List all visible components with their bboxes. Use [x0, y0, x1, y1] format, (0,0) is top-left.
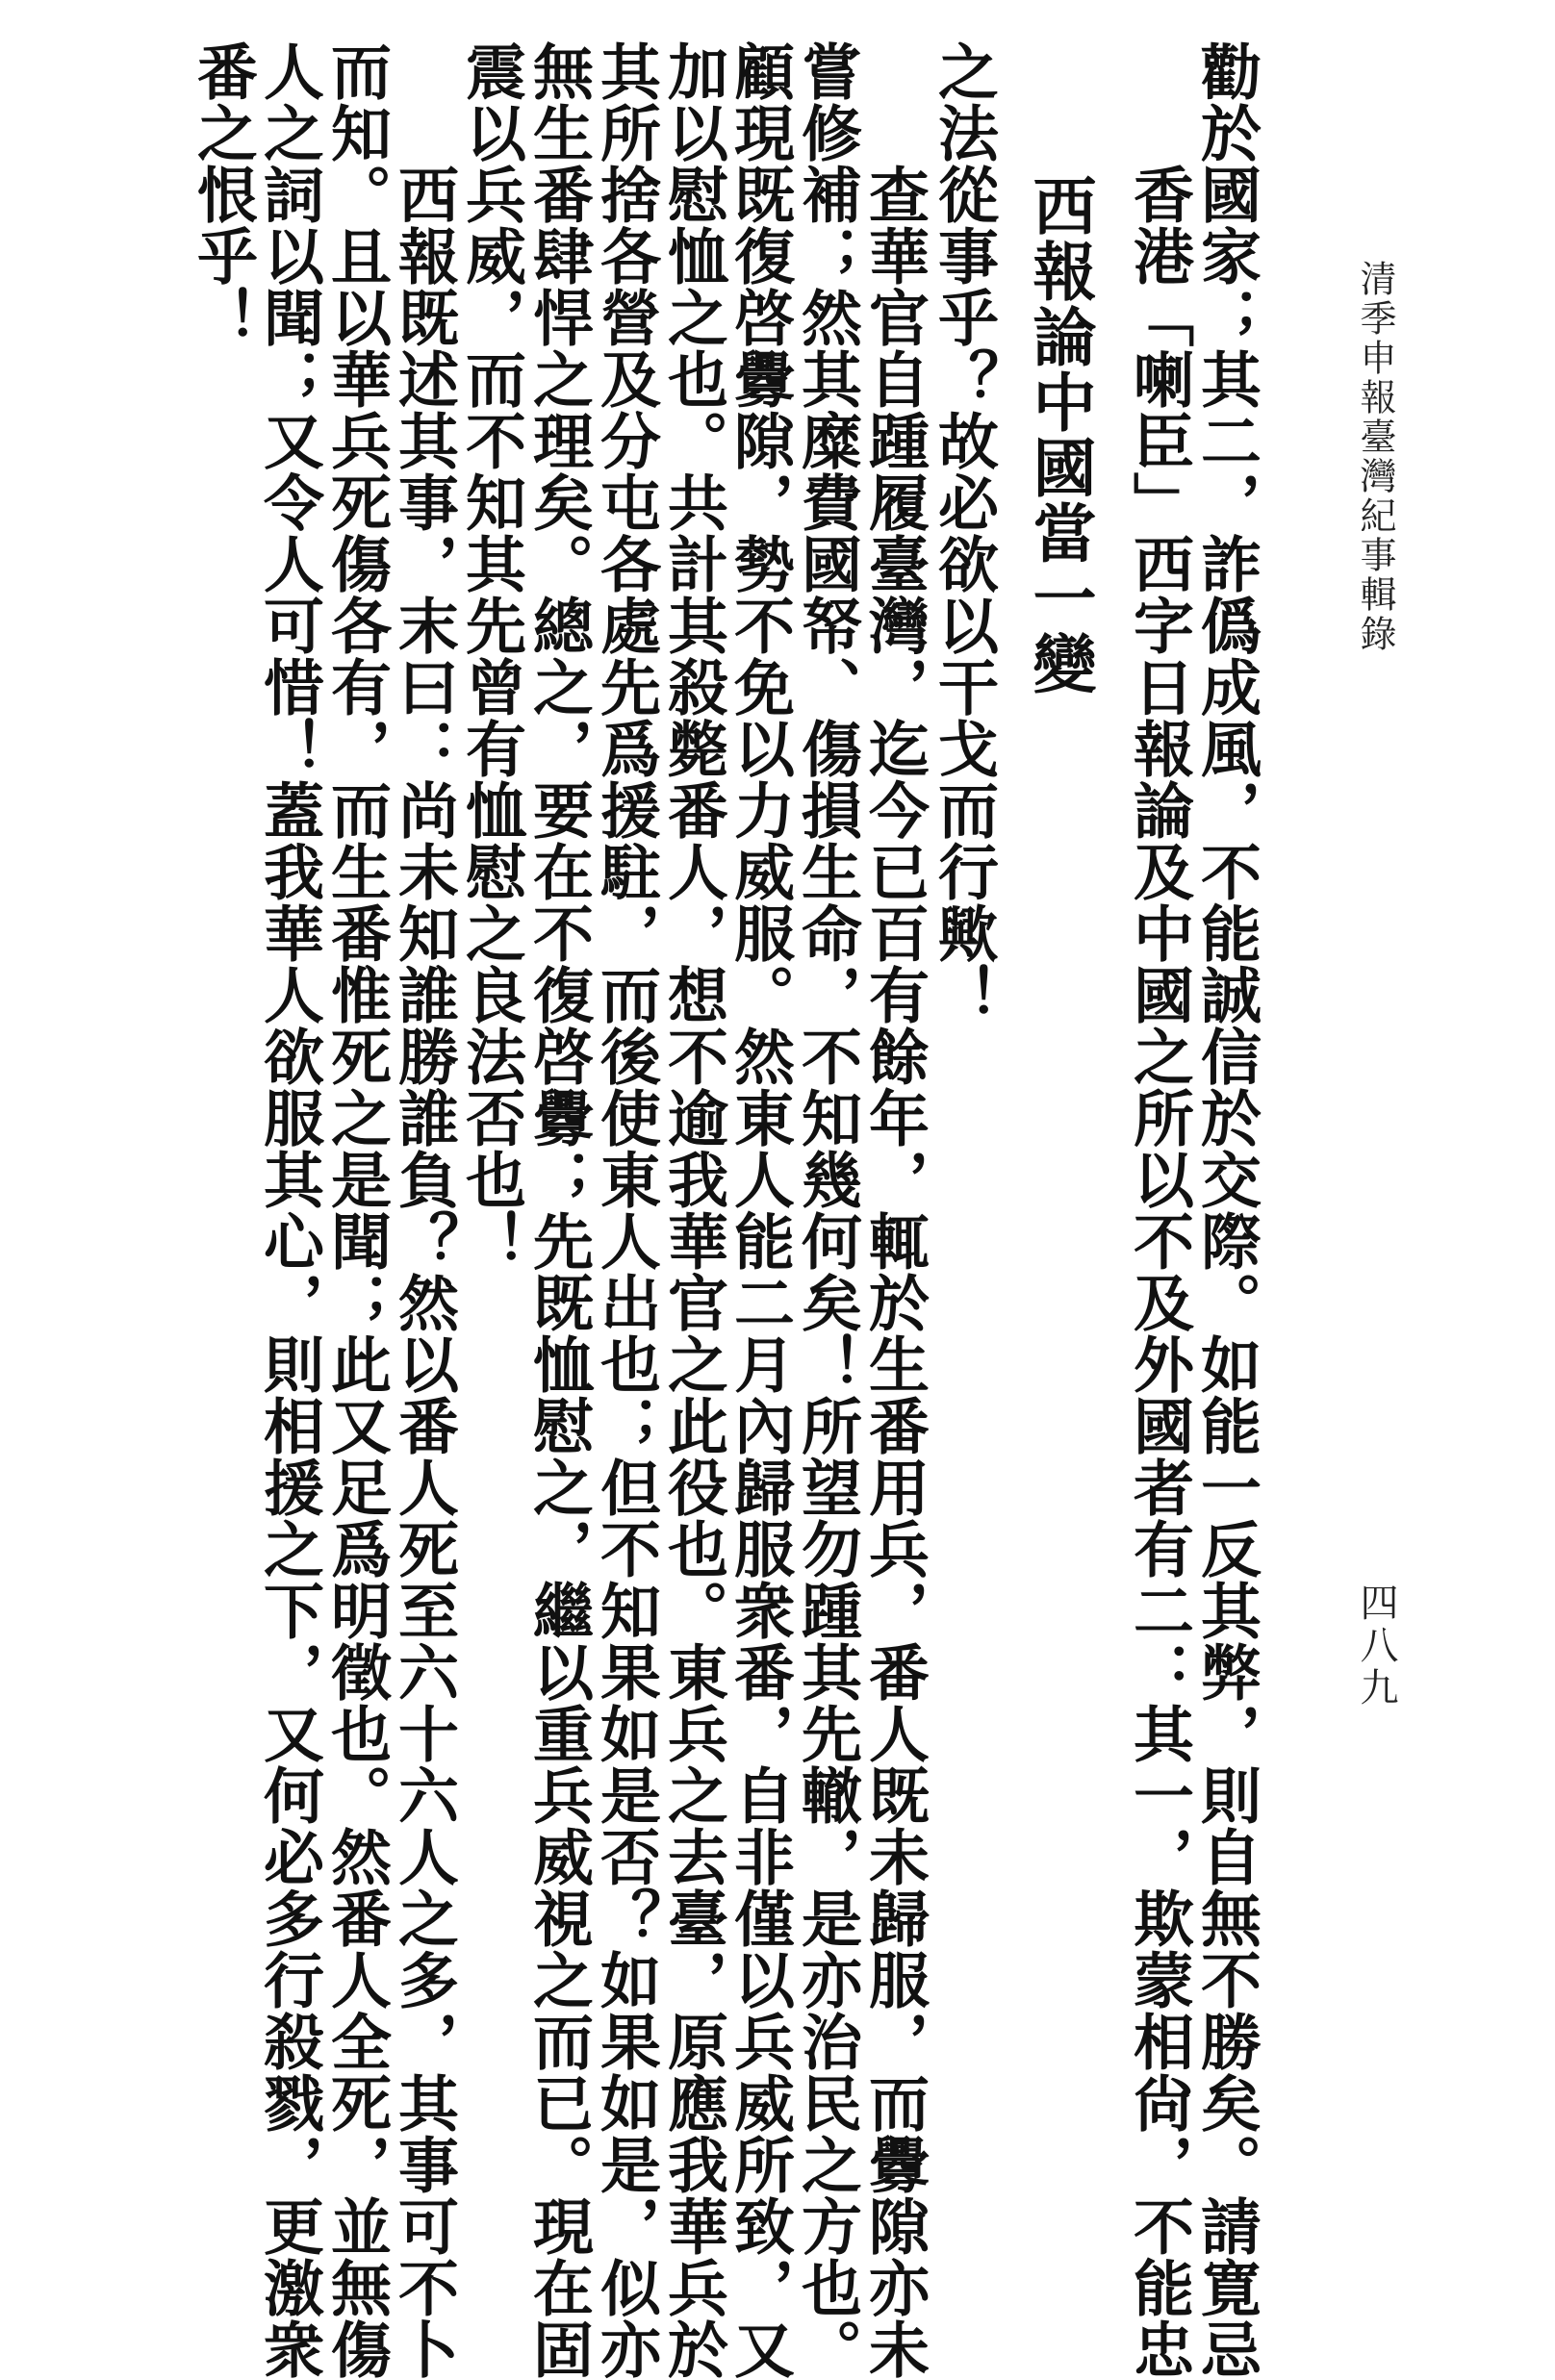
running-footer: 清季申報臺灣紀事輯錄	[1354, 260, 1396, 654]
text-column: 其所捨各營及分屯各處先爲援駐，而後使東人出也；但不知果如是否？如果如是，似亦	[591, 40, 662, 2380]
text-column: 勸於國家；其二，詐僞成風，不能誠信於交際。如能一反其弊，則自無不勝矣。請寛忌	[1191, 40, 1262, 2380]
text-column: 之法從事乎？故必欲以干戈而行歟！	[929, 40, 1000, 1025]
text-column: 香港「喇臣」西字日報論及中國之所以不及外國者有二：其一，欺蒙相尙，不能忠	[1124, 40, 1195, 2380]
text-column: 震以兵威，而不知其先曾有恤慰之良法否也！	[456, 40, 527, 1272]
text-column: 嘗修補；然其糜費國帑、傷損生命，不知幾何矣！所望勿踵其先轍，是亦治民之方也。	[792, 40, 863, 2380]
text-column: 西報既述其事，末曰：尚未知誰勝誰負？然以番人死至六十六人之多，其事可不卜	[389, 40, 460, 2380]
text-column: 加以慰恤之也。共計其殺斃番人，想不逾我華官之此役也。東兵之去臺，原應我華兵於	[658, 40, 729, 2380]
text-column: 顧現既復啓釁隙，勢不免以力威服。然東人能二月內歸服衆番，自非僅以兵威所致，又	[725, 40, 796, 2380]
text-column: 番之恨乎！	[188, 40, 259, 348]
page-number: 四八九	[1354, 1582, 1398, 1709]
text-column: 查華官自踵履臺灣，迄今已百有餘年，輒於生番用兵，番人既未歸服，而釁隙亦未	[859, 40, 930, 2380]
text-column: 而知。且以華兵死傷各有，而生番惟死之是聞；此又足爲明徵也。然番人全死，並無傷	[321, 40, 393, 2380]
text-column: 人之詞以聞；又令人可惜！蓋我華人欲服其心，則相援之下，又何必多行殺戮，更激衆	[254, 40, 325, 2380]
article-title: 西報論中國當一變	[1022, 173, 1097, 696]
text-column: 無生番肆悍之理矣。總之，要在不復啓釁；先既恤慰之，繼以重兵威視之而已。現在固	[523, 40, 595, 2380]
